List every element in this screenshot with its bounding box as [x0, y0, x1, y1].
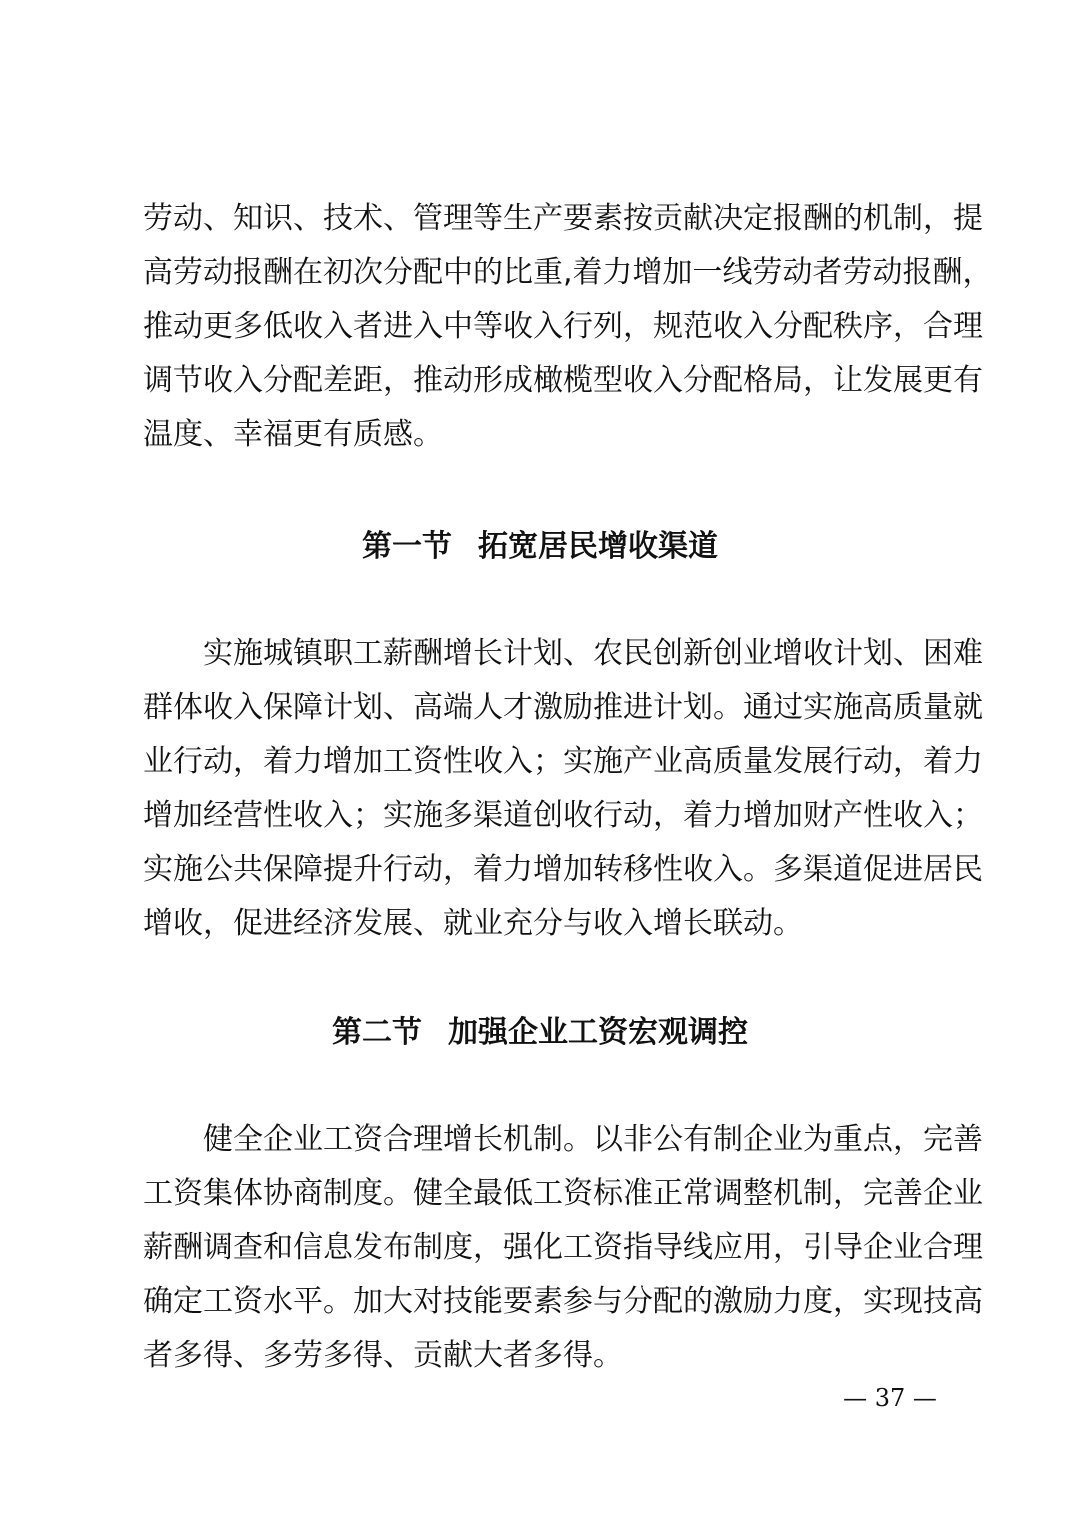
section-2-number: 第二节 [332, 1015, 422, 1050]
paragraph-line: 增收，促进经济发展、就业充分与收入增长联动。 [143, 906, 803, 941]
section-1-heading [0, 527, 1080, 567]
paragraph-line: 增加经营性收入；实施多渠道创收行动，着力增加财产性收入； [143, 798, 983, 833]
paragraph-line: 实施公共保障提升行动，着力增加转移性收入。多渠道促进居民 [143, 852, 983, 887]
paragraph-line: 实施城镇职工薪酬增长计划、农民创新创业增收计划、困难 [203, 636, 983, 671]
paragraph-line: 群体收入保障计划、高端人才激励推进计划。通过实施高质量就 [143, 690, 983, 725]
section-1-number: 第一节 [362, 529, 452, 564]
section-2-paragraph [143, 1113, 983, 1383]
paragraph-line: 调节收入分配差距，推动形成橄榄型收入分配格局，让发展更有 [143, 363, 983, 398]
page-number: — 37 — [843, 1384, 937, 1412]
paragraph-line: 薪酬调查和信息发布制度，强化工资指导线应用，引导企业合理 [143, 1230, 983, 1265]
section-2-heading [0, 1013, 1080, 1053]
paragraph-line: 温度、幸福更有质感。 [143, 417, 443, 452]
section-1-paragraph [143, 627, 983, 951]
section-2-title: 加强企业工资宏观调控 [448, 1015, 748, 1050]
paragraph-line: 健全企业工资合理增长机制。以非公有制企业为重点，完善 [203, 1122, 983, 1157]
paragraph-line: 高劳动报酬在初次分配中的比重,着力增加一线劳动者劳动报酬， [143, 255, 993, 290]
paragraph-line: 者多得、多劳多得、贡献大者多得。 [143, 1338, 623, 1373]
intro-paragraph [143, 192, 993, 462]
paragraph-line: 业行动，着力增加工资性收入；实施产业高质量发展行动，着力 [143, 744, 983, 779]
paragraph-line: 劳动、知识、技术、管理等生产要素按贡献决定报酬的机制，提 [143, 201, 983, 236]
section-1-title: 拓宽居民增收渠道 [478, 529, 718, 564]
paragraph-line: 推动更多低收入者进入中等收入行列，规范收入分配秩序，合理 [143, 309, 983, 344]
paragraph-line: 工资集体协商制度。健全最低工资标准正常调整机制，完善企业 [143, 1176, 983, 1211]
paragraph-line: 确定工资水平。加大对技能要素参与分配的激励力度，实现技高 [143, 1284, 983, 1319]
